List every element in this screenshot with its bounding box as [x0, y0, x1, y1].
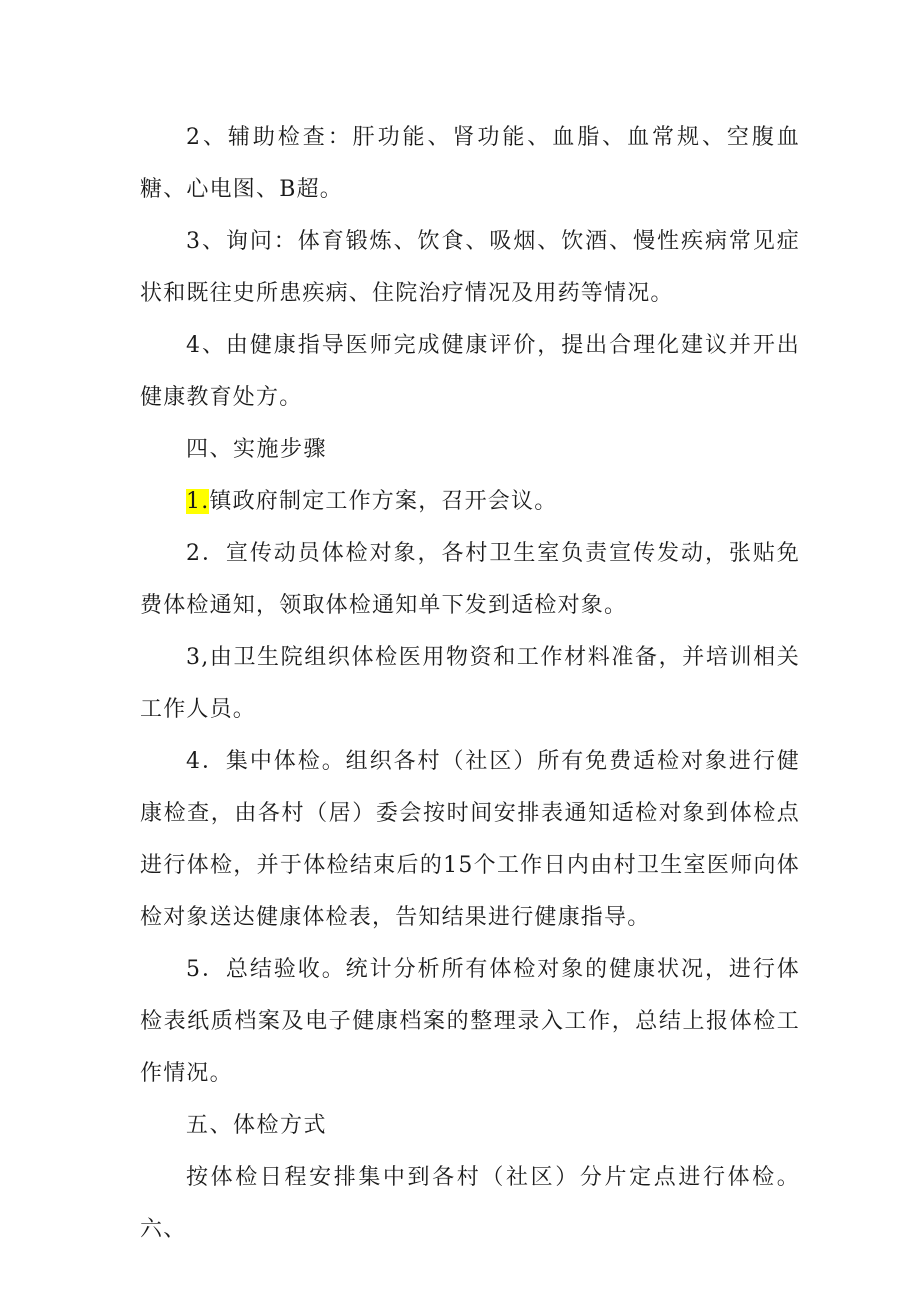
section-heading-exam-method: 五、体检方式 — [186, 1113, 328, 1138]
step-5: 5．总结验收。统计分析所有体检对象的健康状况，进行体检表纸质档案及电子健康档案的整理录入工作，总结上报体检工作情况。 — [140, 957, 800, 1086]
paragraph-exam-method: 按体检日程安排集中到各村（社区）分片定点进行体检。六、 — [140, 1165, 800, 1242]
document-body — [140, 112, 800, 1256]
step-4: 4．集中体检。组织各村（社区）所有免费适检对象进行健康检查，由各村（居）委会按时间安排表通知适检对象到体检点进行体检，并于体检结束后的15个工作日内由村卫生室医师向体检对象送达健康体检表，告知结果进行健康指导。 — [140, 749, 800, 930]
step-2: 2．宣传动员体检对象，各村卫生室负责宣传发动，张贴免费体检通知，领取体检通知单下发到适检对象。 — [140, 541, 800, 618]
section-heading-implementation-steps: 四、实施步骤 — [186, 437, 328, 462]
highlighted-step-number: 1. — [186, 489, 210, 514]
paragraph-auxiliary-exam: 2、辅助检查：肝功能、肾功能、血脂、血常规、空腹血糖、心电图、B超。 — [140, 125, 800, 202]
paragraph-health-evaluation: 4、由健康指导医师完成健康评价，提出合理化建议并开出健康教育处方。 — [140, 333, 800, 410]
paragraph-inquiry: 3、询问：体育锻炼、饮食、吸烟、饮酒、慢性疾病常见症状和既往史所患疾病、住院治疗情况及用药等情况。 — [140, 229, 800, 306]
step-1-text: 镇政府制定工作方案，召开会议。 — [209, 489, 558, 514]
step-3: 3,由卫生院组织体检医用物资和工作材料准备，并培训相关工作人员。 — [140, 645, 800, 722]
step-1 — [140, 476, 800, 528]
